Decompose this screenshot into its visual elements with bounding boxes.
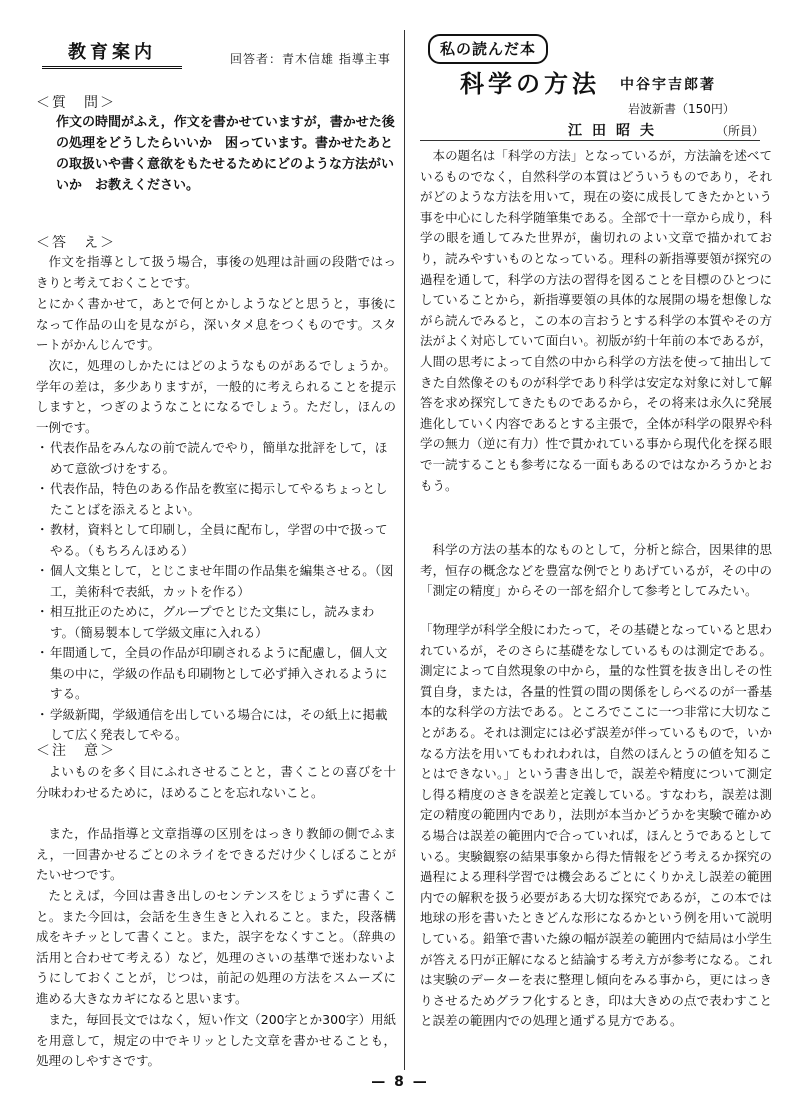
list-item: ・ 年間通して，全員の作品が印刷されるように配慮し，個人文集の中に，学級の作品も印刷物として必ず挿入されるようにする。 [36,643,396,705]
answer-heading: ＜答 え＞ [36,235,116,251]
list-item: ・ 教材，資料として印刷し，全員に配布し，学習の中で扱ってやる。（もちろんほめる） [36,520,396,561]
note-paragraph-2: また，作品指導と文章指導の区別をはっきり教師の側でふまえ，一回書かせるごとのネライをできるだけ少くしぼることがたいせつです。 [36,826,396,882]
note-paragraph-1: よいものを多く目にふれさせることと，書くことの喜びを十分味わわせるために，ほめることを忘れないこと。 [36,764,396,800]
list-item: ・ 代表作品をみんなの前で読んでやり，簡単な批評をして，ほめて意欲づけをする。 [36,438,396,479]
left-column [36,0,396,1070]
review-paragraph-2: 科学の方法の基本的なものとして，分析と綜合，因果律的思考，恒存の概念などを豊富な例でとりあげているが，その中の「測定の精度」からその一部を紹介して参考としてみたい。 [420,542,772,599]
answer-paragraph-2: とにかく書かせて，あとで何とかしようなどと思うと，事後になって作品の山を見ながら，深いタメ息をつくものです。スタートがかんじんです。 [36,296,396,352]
right-column [420,0,772,1070]
list-item: ・ 学級新聞，学級通信を出している場合には，その紙上に掲載して広く発表してやる。 [36,705,396,746]
book-title: 科学の方法 [460,70,600,98]
section-title: 教育案内 [42,40,182,69]
processing-methods-list [36,438,396,746]
reviewer-name: 江田昭夫 [568,123,664,139]
answer-paragraph-1: 作文を指導として扱う場合，事後の処理は計画の段階ではっきりと考えておくことです。 [36,254,396,290]
note-heading: ＜注 意＞ [36,743,116,759]
book-publisher: 岩波新書（150円） [628,102,735,116]
note-paragraph-4: また，毎回長文ではなく，短い作文（200字とか300字）用紙を用意して，規定の中でキリッとした文章を書かせることも，処理のしやすさです。 [36,1012,396,1068]
list-item: ・ 代表作品，特色のある作品を教室に掲示してやるちょっとしたことばを添えるとよい。 [36,479,396,520]
note-paragraph-3: たとえば，今回は書き出しのセンテンスをじょうずに書くこと。また今回は，会話を生き生きと入れること。また，段落構成をキチッとして書くこと。また，誤字をなくすこと。（辞典の活用と合わせて考える）など，処理のさいの基準で迷わないようにしておくことが，じつは，前記の処理の方法をスムーズに進める大きなカギになると思います。 [36,888,396,1006]
review-paragraph-1: 本の題名は「科学の方法」となっているが，方法論を述べているものでなく，自然科学の本質はどういうものであり，それがどのような方法を用いて，現在の姿に成長してきたかという事を中心にした科学随筆集である。全部で十一章から成り，科学の眼を通してみた世界が，歯切れのよい文章で描かれており，読みやすいものとなっている。理科の新指導要領が探究の過程を通して，科学の方法の習得を図ることを目標のひとつにしていることから，新指導要領の具体的な展開の場を想像しながら読んでみると，この本の言おうとする科学の本質やその方法がよく対応していて面白い。初版が約十年前の本であるが，人間の思考によって自然の中から科学の方法を使って抽出してきた自然像そのものが科学であり科学は安定な対象に対して解答を求め探究してきたものであるから，その将来は永久に発展進化していく内容であるとする主張で，全体が科学の限界や科学の無力（逆に有力）性で貫かれている事から現代化を探る眼で一読することも参考になる一面もあるのではなかろうかとおもう。 [420,148,772,493]
column-tag: 私の読んだ本 [428,34,548,64]
book-author: 中谷宇吉郎著 [620,77,716,93]
question-heading: ＜質 問＞ [36,95,116,111]
column-divider [404,30,405,1070]
list-item: ・ 個人文集として，とじこませ年間の作品集を編集させる。（図工，美術科で表紙，カットを作る） [36,561,396,602]
page-number: — 8 — [371,1074,429,1090]
question-text: 作文の時間がふえ，作文を書かせていますが，書かせた後の処理をどうしたらいいか 困っています。書かせたあとの取扱いや書く意欲をもたせるためにどのような方法がいいか お教えください。 [56,115,395,193]
reviewer-line [420,118,765,141]
answerer-label: 回答者：青木信雄 指導主事 [230,52,391,66]
reviewer-affiliation: （所員） [716,124,765,138]
left-header [36,40,396,80]
review-paragraph-3: 「物理学が科学全般にわたって，その基礎となっていると思われているが，そのさらに基礎をなしているものは測定である。測定によって自然現象の中から，量的な性質を抜き出しその性質自身，または，各量的性質の間の関係をしらべるのが一番基本的な科学の方法である。ところでここに一つ非常に大切なことがある。それは測定には必ず誤差が伴っているもので，いかなる方法を用いてもわれわれは，自然のほんとうの値を知ることはできない。」という書き出しで，誤差や精度について測定し得る精度のさきを誤差と定義している。すなわち，誤差は測定の精度の範囲内であり，法則が本当かどうかを実験で確かめる場合は誤差の範囲内で合っていれば，ほんとうであるとしている。実験観察の結果事象から得た情報をどう考えるか探究の過程による理科学習では機会あるごとにくりかえし誤差の範囲内での解釈を扱う必要がある大切な探究であるが，この本では地球の形を書いたときどんな形になるかという例を用いて説明している。鉛筆で書いた線の幅が誤差の範囲内で結局は小学生が答える円が正解になると結論する考え方が参考になる。これは実験のデーターを表に整理し傾向をみる事から，更にはっきりさせるためグラフ化するとき，印は大きめの点で表わすことと誤差の範囲内での処理と通ずる見方である。 [420,622,772,1029]
answer-paragraph-3: 次に，処理のしかたにはどのようなものがあるでしょうか。学年の差は，多少ありますが，一般的に考えられることを提示しますと，つぎのようなことになるでしょう。ただし，ほんの一例です。 [36,358,396,435]
list-item: ・ 相互批正のために，グループでとじた文集にし，読みまわす。（簡易製本して学級文庫に入れる） [36,602,396,643]
